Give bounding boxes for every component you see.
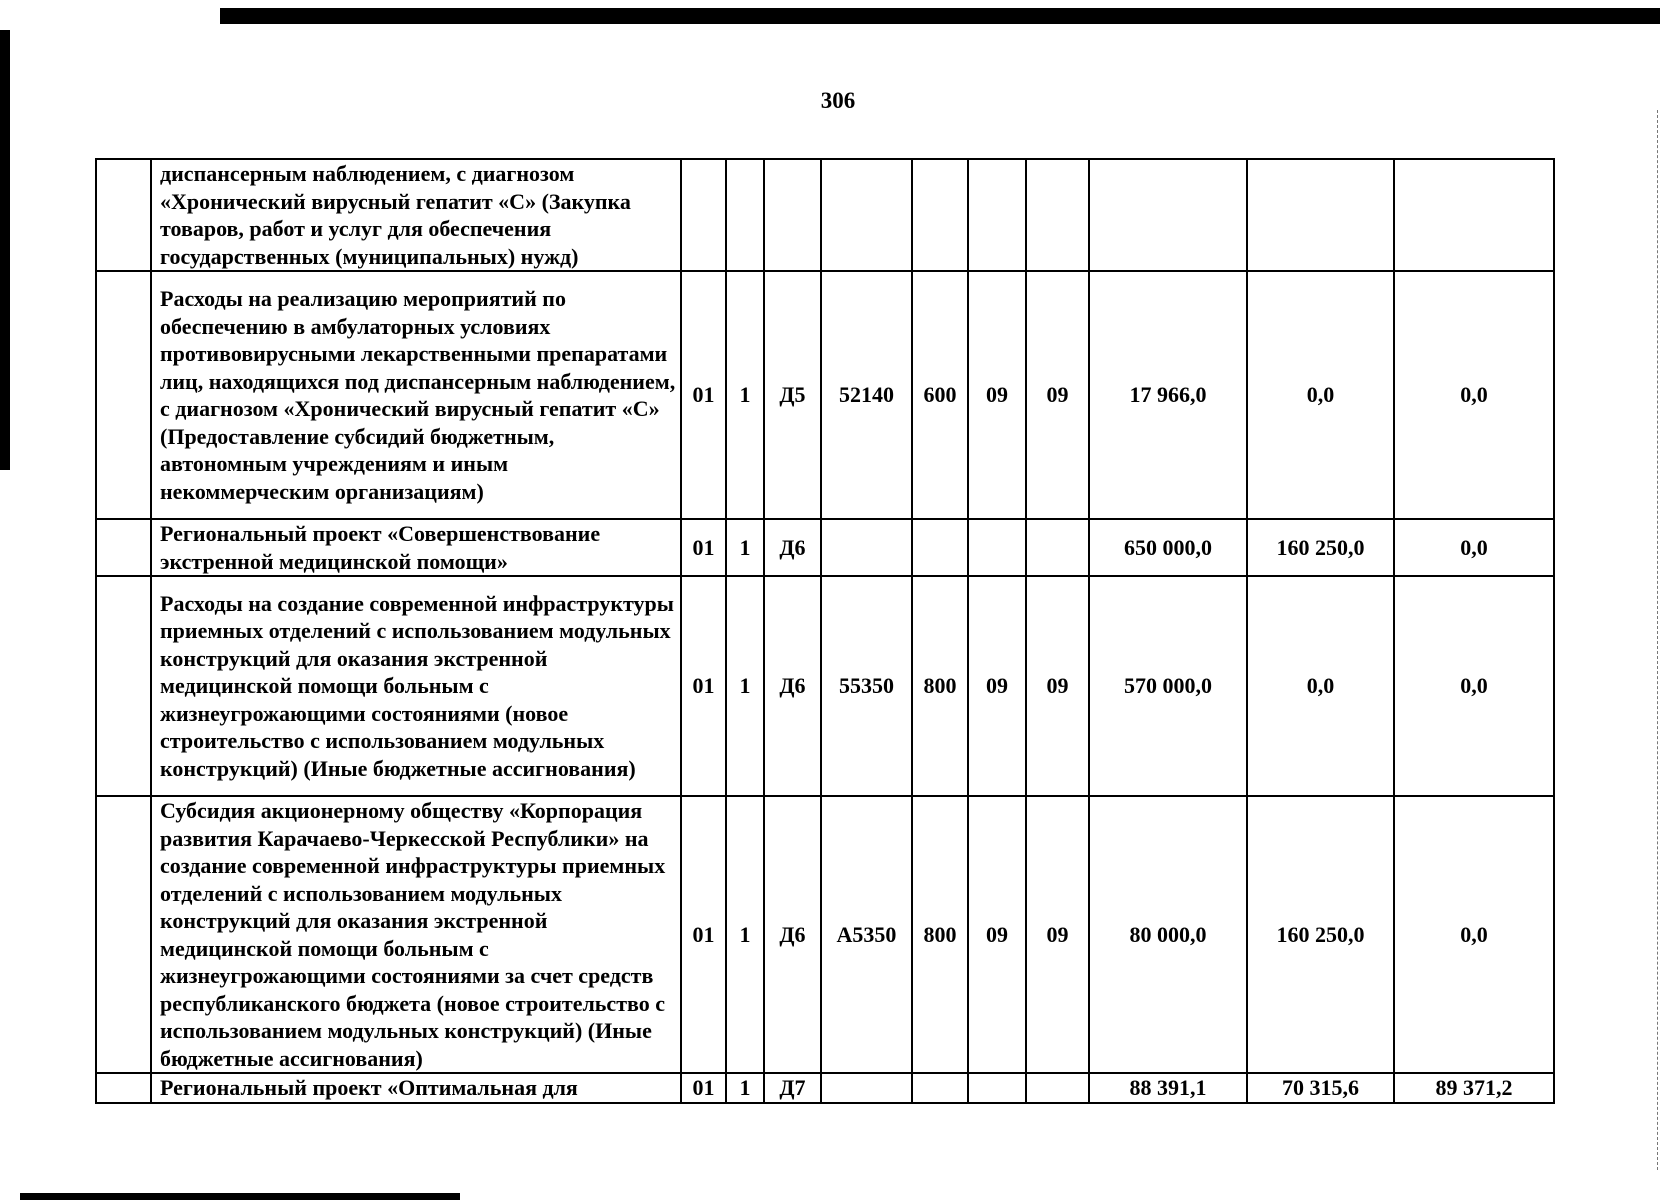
code-subprogram [726, 159, 764, 271]
code-direction [821, 159, 912, 271]
amount-year-1: 570 000,0 [1089, 576, 1247, 796]
row-name: Региональный проект «Оптимальная для [151, 1073, 681, 1103]
row-number-cell [96, 159, 151, 271]
table-row [96, 159, 1554, 271]
row-number-cell [96, 576, 151, 796]
amount-year-1: 88 391,1 [1089, 1073, 1247, 1103]
table-row [96, 271, 1554, 519]
code-program [681, 159, 726, 271]
table-row [96, 796, 1554, 1073]
code-subsection [1026, 1073, 1089, 1103]
scan-edge-right [1657, 110, 1659, 1170]
scan-rule-top [220, 22, 1660, 24]
page-number: 306 [820, 88, 856, 113]
amount-year-2: 160 250,0 [1247, 519, 1394, 576]
code-project: Д5 [764, 271, 821, 519]
row-name: Расходы на реализацию мероприятий по обеспечению в амбулаторных условиях противовирусными лекарственными препаратами лиц, находящихся под диспансерным наблюдением, с диагнозом «Хронический вирусный гепатит «С» (Предоставление субсидий бюджетным, автономным учреждениям и иным некоммерческим организациям) [151, 271, 681, 519]
code-subsection: 09 [1026, 576, 1089, 796]
code-expense-type [912, 1073, 968, 1103]
code-subprogram: 1 [726, 576, 764, 796]
amount-year-1 [1089, 159, 1247, 271]
code-subprogram: 1 [726, 1073, 764, 1103]
row-name: диспансерным наблюдением, с диагнозом «Хронический вирусный гепатит «С» (Закупка товаров, работ и услуг для обеспечения государственных (муниципальных) нужд) [151, 159, 681, 271]
code-expense-type [912, 159, 968, 271]
code-subsection: 09 [1026, 796, 1089, 1073]
code-program: 01 [681, 796, 726, 1073]
code-direction [821, 519, 912, 576]
amount-year-2: 70 315,6 [1247, 1073, 1394, 1103]
table-row [96, 1073, 1554, 1103]
code-subsection: 09 [1026, 271, 1089, 519]
code-subsection [1026, 519, 1089, 576]
code-direction: 52140 [821, 271, 912, 519]
amount-year-2: 160 250,0 [1247, 796, 1394, 1073]
code-direction: 55350 [821, 576, 912, 796]
code-direction [821, 1073, 912, 1103]
code-subprogram: 1 [726, 519, 764, 576]
amount-year-1: 17 966,0 [1089, 271, 1247, 519]
amount-year-3: 89 371,2 [1394, 1073, 1554, 1103]
code-project: Д6 [764, 796, 821, 1073]
table-row [96, 576, 1554, 796]
code-program: 01 [681, 1073, 726, 1103]
code-program: 01 [681, 271, 726, 519]
code-project [764, 159, 821, 271]
amount-year-1: 650 000,0 [1089, 519, 1247, 576]
row-number-cell [96, 271, 151, 519]
code-program: 01 [681, 576, 726, 796]
row-number-cell [96, 796, 151, 1073]
code-section [968, 1073, 1026, 1103]
code-section [968, 519, 1026, 576]
code-direction: А5350 [821, 796, 912, 1073]
code-expense-type: 800 [912, 576, 968, 796]
code-expense-type: 600 [912, 271, 968, 519]
amount-year-2 [1247, 159, 1394, 271]
code-subprogram: 1 [726, 271, 764, 519]
scan-border-bottom [20, 1193, 460, 1200]
code-section: 09 [968, 576, 1026, 796]
amount-year-3: 0,0 [1394, 271, 1554, 519]
scan-border-top [220, 8, 1660, 22]
amount-year-3: 0,0 [1394, 796, 1554, 1073]
row-number-cell [96, 1073, 151, 1103]
row-name: Расходы на создание современной инфраструктуры приемных отделений с использованием модульных конструкций для оказания экстренной медицинской помощи больным с жизнеугрожающими состояниями (новое строительство с использованием модульных конструкций) (Иные бюджетные ассигнования) [151, 576, 681, 796]
row-name: Субсидия акционерному обществу «Корпорация развития Карачаево-Черкесской Республики» на создание современной инфраструктуры приемных отделений с использованием модульных конструкций для оказания экстренной медицинской помощи больным с жизнеугрожающими состояниями за счет средств республиканского бюджета (новое строительство с использованием модульных конструкций) (Иные бюджетные ассигнования) [151, 796, 681, 1073]
code-subprogram: 1 [726, 796, 764, 1073]
code-project: Д6 [764, 519, 821, 576]
code-subsection [1026, 159, 1089, 271]
row-name: Региональный проект «Совершенствование экстренной медицинской помощи» [151, 519, 681, 576]
amount-year-1: 80 000,0 [1089, 796, 1247, 1073]
code-expense-type [912, 519, 968, 576]
code-expense-type: 800 [912, 796, 968, 1073]
code-project: Д6 [764, 576, 821, 796]
amount-year-3 [1394, 159, 1554, 271]
row-number-cell [96, 519, 151, 576]
code-program: 01 [681, 519, 726, 576]
amount-year-2: 0,0 [1247, 576, 1394, 796]
code-project: Д7 [764, 1073, 821, 1103]
table-row [96, 519, 1554, 576]
amount-year-3: 0,0 [1394, 519, 1554, 576]
code-section [968, 159, 1026, 271]
amount-year-3: 0,0 [1394, 576, 1554, 796]
code-section: 09 [968, 271, 1026, 519]
code-section: 09 [968, 796, 1026, 1073]
budget-table [95, 158, 1555, 1104]
amount-year-2: 0,0 [1247, 271, 1394, 519]
